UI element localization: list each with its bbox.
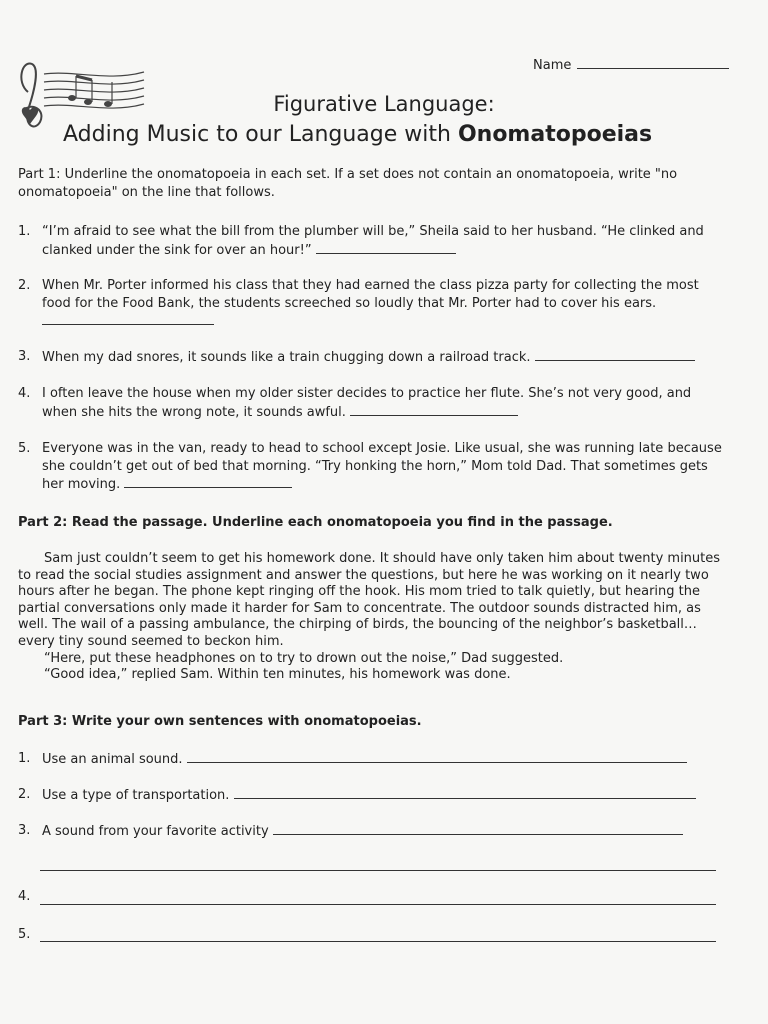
answer-line[interactable]: [234, 786, 696, 799]
part1-item-5: 5. Everyone was in the van, ready to head to school except Josie. Like usual, she was running late because she couldn’t get out of bed that morning. “Try honking the horn,” Mom told Dad. That sometimes gets her moving.: [18, 441, 722, 492]
answer-line[interactable]: [273, 822, 683, 835]
answer-line[interactable]: [535, 348, 695, 361]
worksheet-title: Figurative Language:: [273, 92, 495, 116]
answer-line[interactable]: [42, 312, 214, 325]
part3-item-3: 3. A sound from your favorite activity: [18, 822, 730, 841]
name-blank[interactable]: [577, 56, 729, 69]
answer-line[interactable]: [40, 903, 716, 905]
passage-paragraph-2: “Here, put these headphones on to try to drown out the noise,” Dad suggested.: [44, 650, 564, 666]
answer-line[interactable]: [350, 403, 518, 416]
answer-line[interactable]: [40, 940, 716, 942]
answer-line[interactable]: [316, 241, 456, 254]
part1-item-3: 3. When my dad snores, it sounds like a train chugging down a railroad track.: [18, 348, 730, 367]
answer-line[interactable]: [40, 869, 716, 871]
worksheet-subtitle: Adding Music to our Language with Onomatopoeias: [63, 122, 653, 147]
part1-instructions: Part 1: Underline the onomatopoeia in each set. If a set does not contain an onomatopoeia, write "no onomatopoeia" on the line that follows.: [18, 167, 678, 200]
onomatopoeias-title-word: Onomatopoeias: [457, 122, 653, 147]
part3-instructions: Part 3: Write your own sentences with onomatopoeias.: [18, 714, 422, 729]
worksheet-page: Name Figurative Language: Adding Music to our Language with Onomatopoeias Part 1: Underline the onomatopoeia in each set. If a set does not contain an onomatopoeia, write "no onomatopoeia" on the line that follows. 1. “I’m afraid to see what the bill from the plumber will be,” Sheila said to her husband. “He clinked and clanked under the sink for over an hour!” 2. When Mr. Porter informed his class that they had earned the class pizza party for collecting the most food for the Food Bank, the students screeched so loudly that Mr. Porter had to cover his ears. 3. When my dad snores, it sounds like a train chugging down a railroad track. 4. I often leave the house when my older sister decides to practice her flute. She’s not very good, and when she hits the wrong note, it sounds awful. 5. Everyone was in the van, ready to head to school except Josie. Like usual, she was running late because she couldn’t get out of bed that morning. “Try honking the horn,” Mom told Dad. That sometimes gets her moving. Part 2: Read the passage. Underline each onomatopoeia you find in the passage. Sam just couldn’t seem to get his homework done. It should have only taken him about twenty minutes to read the social studies assignment and answer the questions, but here he was working on it nearly two hours after he began. The phone kept ringing off the hook. His mom tried to talk quietly, but hearing the partial conversations only made it harder for Sam to concentrate. The outdoor sounds distracted him, as well. The wail of a passing ambulance, the chirping of birds, the bouncing of the neighbor’s basketball… every tiny sound seemed to beckon him. “Here, put these headphones on to try to drown out the noise,” Dad suggested. “Good idea,” replied Sam. Within ten minutes, his homework was done. Part 3: Write your own sentences with onomatopoeias. 1. Use an animal sound. 2. Use a type of transportation. 3. A sound from your favorite activity 4. 5.: [0, 0, 768, 1024]
answer-line[interactable]: [187, 750, 687, 763]
part1-item-4: 4. I often leave the house when my older sister decides to practice her flute. She’s not very good, and when she hits the wrong note, it sounds awful.: [18, 386, 692, 420]
reading-passage: [18, 551, 730, 684]
part1-item-2: 2. When Mr. Porter informed his class that they had earned the class pizza party for collecting the most food for the Food Bank, the students screeched so loudly that Mr. Porter had to cover his ears.: [18, 277, 730, 331]
part3-item-2: 2. Use a type of transportation.: [18, 786, 730, 805]
name-label: Name: [533, 58, 572, 73]
answer-line[interactable]: [124, 475, 292, 488]
passage-paragraph-1: Sam just couldn’t seem to get his homework done. It should have only taken him about twenty minutes to read the social studies assignment and answer the questions, but here he was working on it nearly two hours after he began. The phone kept ringing off the hook. His mom tried to talk quietly, but hearing the partial conversations only made it harder for Sam to concentrate. The outdoor sounds distracted him, as well. The wail of a passing ambulance, the chirping of birds, the bouncing of the neighbor’s basketball… every tiny sound seemed to beckon him.: [18, 551, 721, 649]
part3-item-1: 1. Use an animal sound.: [18, 750, 730, 769]
part2-instructions: Part 2: Read the passage. Underline each onomatopoeia you find in the passage.: [18, 515, 613, 530]
part1-item-1: 1. “I’m afraid to see what the bill from the plumber will be,” Sheila said to her husband. “He clinked and clanked under the sink for over an hour!”: [18, 224, 704, 258]
passage-paragraph-3: “Good idea,” replied Sam. Within ten minutes, his homework was done.: [44, 667, 511, 683]
name-field[interactable]: [533, 56, 729, 73]
